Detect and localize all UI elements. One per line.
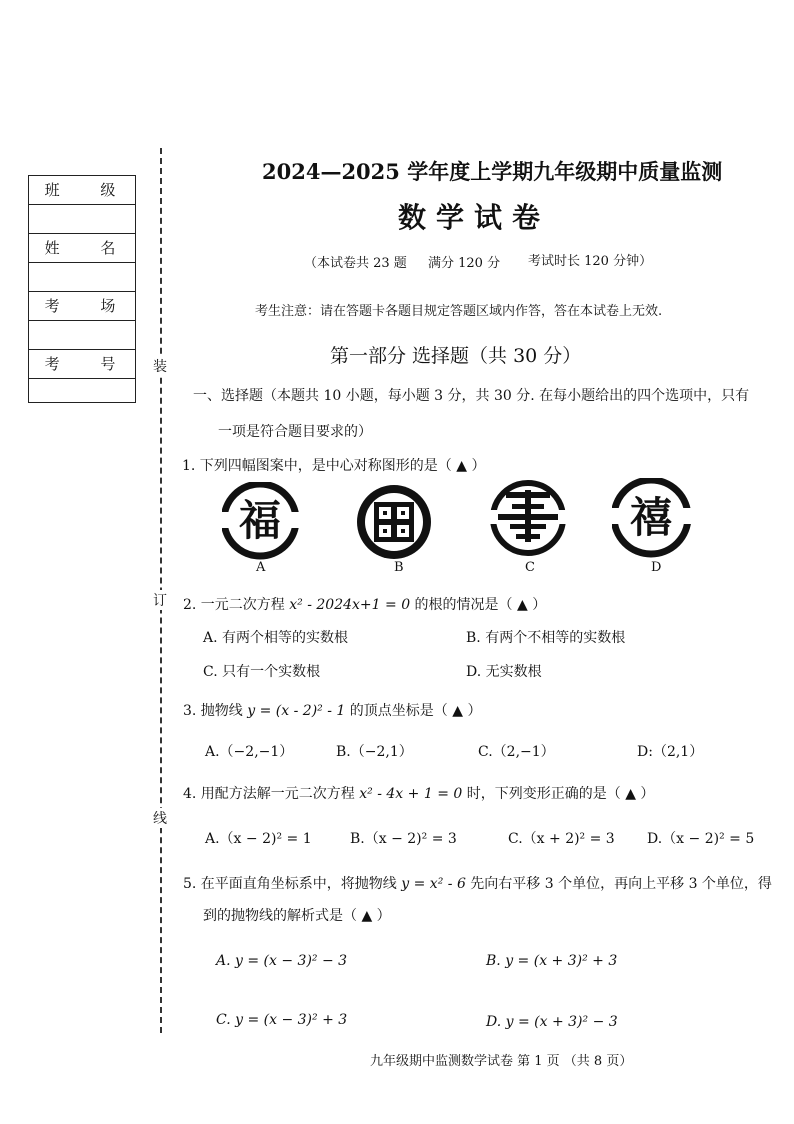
q4-option-a: A.（x − 2)² = 1 [205, 831, 312, 847]
binding-char-xian: 线 [153, 808, 167, 828]
q3-option-c: C.（2,−1） [478, 744, 555, 760]
q1-stem: 1. 下列四幅图案中，是中心对称图形的是（ ▲ ） [182, 458, 486, 474]
subject-title: 数学试卷 [398, 201, 551, 234]
q3-option-b: B.（−2,1） [336, 744, 413, 760]
student-info-box [28, 175, 136, 403]
q4-equation: x² - 4x + 1 = 0 [359, 786, 463, 802]
q2-stem-post: 的根的情况是（ ▲ ） [410, 597, 547, 613]
exam-room-field[interactable] [29, 321, 135, 350]
q4-stem-post: 时，下列变形正确的是（ ▲ ） [462, 786, 655, 802]
q3-stem-pre: 3. 抛物线 [183, 703, 248, 719]
exam-title: 2024—2025 学年度上学期九年级期中质量监测 [262, 159, 723, 184]
q2-equation: x² - 2024x+1 = 0 [289, 597, 411, 613]
binding-char-ding: 订 [153, 590, 167, 610]
name-field[interactable] [29, 263, 135, 292]
part1-instruction-line1: 一、选择题（本题共 10 小题，每小题 3 分，共 30 分. 在每小题给出的四个选项中，只有 [193, 388, 750, 404]
q1-label-c: C [525, 560, 535, 575]
q3-option-d: D:（2,1） [637, 744, 704, 760]
page-footer: 九年级期中监测数学试卷 第 1 页 （共 8 页） [370, 1054, 633, 1069]
emblem-b-round [356, 484, 434, 562]
q3-stem-post: 的顶点坐标是（ ▲ ） [345, 703, 482, 719]
exam-number-label: 考 号 [29, 350, 135, 379]
q2-stem [183, 594, 546, 614]
q1-label-b: B [394, 560, 404, 575]
name-label: 姓 名 [29, 234, 135, 263]
class-field[interactable] [29, 205, 135, 234]
q4-option-d: D.（x − 2)² = 5 [647, 831, 755, 847]
q5-stem-line1 [183, 873, 772, 893]
q2-option-d: D. 无实数根 [466, 664, 542, 680]
q2-option-c: C. 只有一个实数根 [203, 664, 321, 680]
part1-heading: 第一部分 选择题（共 30 分） [330, 345, 582, 367]
emblem-a-fu [222, 482, 300, 560]
q4-stem-pre: 4. 用配方法解一元二次方程 [183, 786, 360, 802]
exam-room-label: 考 场 [29, 292, 135, 321]
q3-equation: y = (x - 2)² - 1 [247, 703, 346, 719]
emblem-a-glyph: 福 [238, 496, 282, 545]
q1-label-a: A [256, 560, 266, 575]
part1-instruction-line2: 一项是符合题目要求的） [218, 424, 372, 440]
exam-notice: 考生注意：请在答题卡各题目规定答题区域内作答，答在本试卷上无效. [255, 304, 663, 319]
q2-option-a: A. 有两个相等的实数根 [203, 630, 349, 646]
class-label: 班 级 [29, 176, 135, 205]
emblem-c-shou [490, 480, 568, 558]
emblem-d-glyph: 禧 [629, 493, 673, 542]
q5-stem-line2: 到的抛物线的解析式是（ ▲ ） [203, 908, 391, 924]
q5-option-c: C. y = (x − 3)² + 3 [216, 1012, 348, 1028]
q1-label-d: D [651, 560, 662, 575]
q5-stem-pre: 5. 在平面直角坐标系中，将抛物线 [183, 876, 402, 892]
q3-option-a: A.（−2,−1） [205, 744, 294, 760]
q2-stem-pre: 2. 一元二次方程 [183, 597, 290, 613]
meta-question-count: （本试卷共 23 题 [304, 256, 407, 271]
exam-number-field[interactable] [29, 379, 135, 402]
q5-stem-post: 先向右平移 3 个单位，再向上平移 3 个单位，得 [465, 876, 772, 892]
binding-char-zhuang: 装 [153, 356, 167, 376]
meta-duration: 考试时长 120 分钟） [528, 254, 653, 269]
q5-option-a: A. y = (x − 3)² − 3 [216, 953, 348, 969]
q5-equation: y = x² - 6 [401, 876, 466, 892]
q5-option-d: D. y = (x + 3)² − 3 [486, 1014, 618, 1030]
emblem-d-xi [612, 478, 692, 558]
q2-option-b: B. 有两个不相等的实数根 [466, 630, 626, 646]
q4-option-c: C.（x + 2)² = 3 [508, 831, 615, 847]
q3-stem [183, 700, 481, 720]
q4-stem [183, 783, 654, 803]
q4-option-b: B.（x − 2)² = 3 [350, 831, 457, 847]
q5-option-b: B. y = (x + 3)² + 3 [486, 953, 618, 969]
meta-full-score: 满分 120 分 [428, 256, 501, 271]
